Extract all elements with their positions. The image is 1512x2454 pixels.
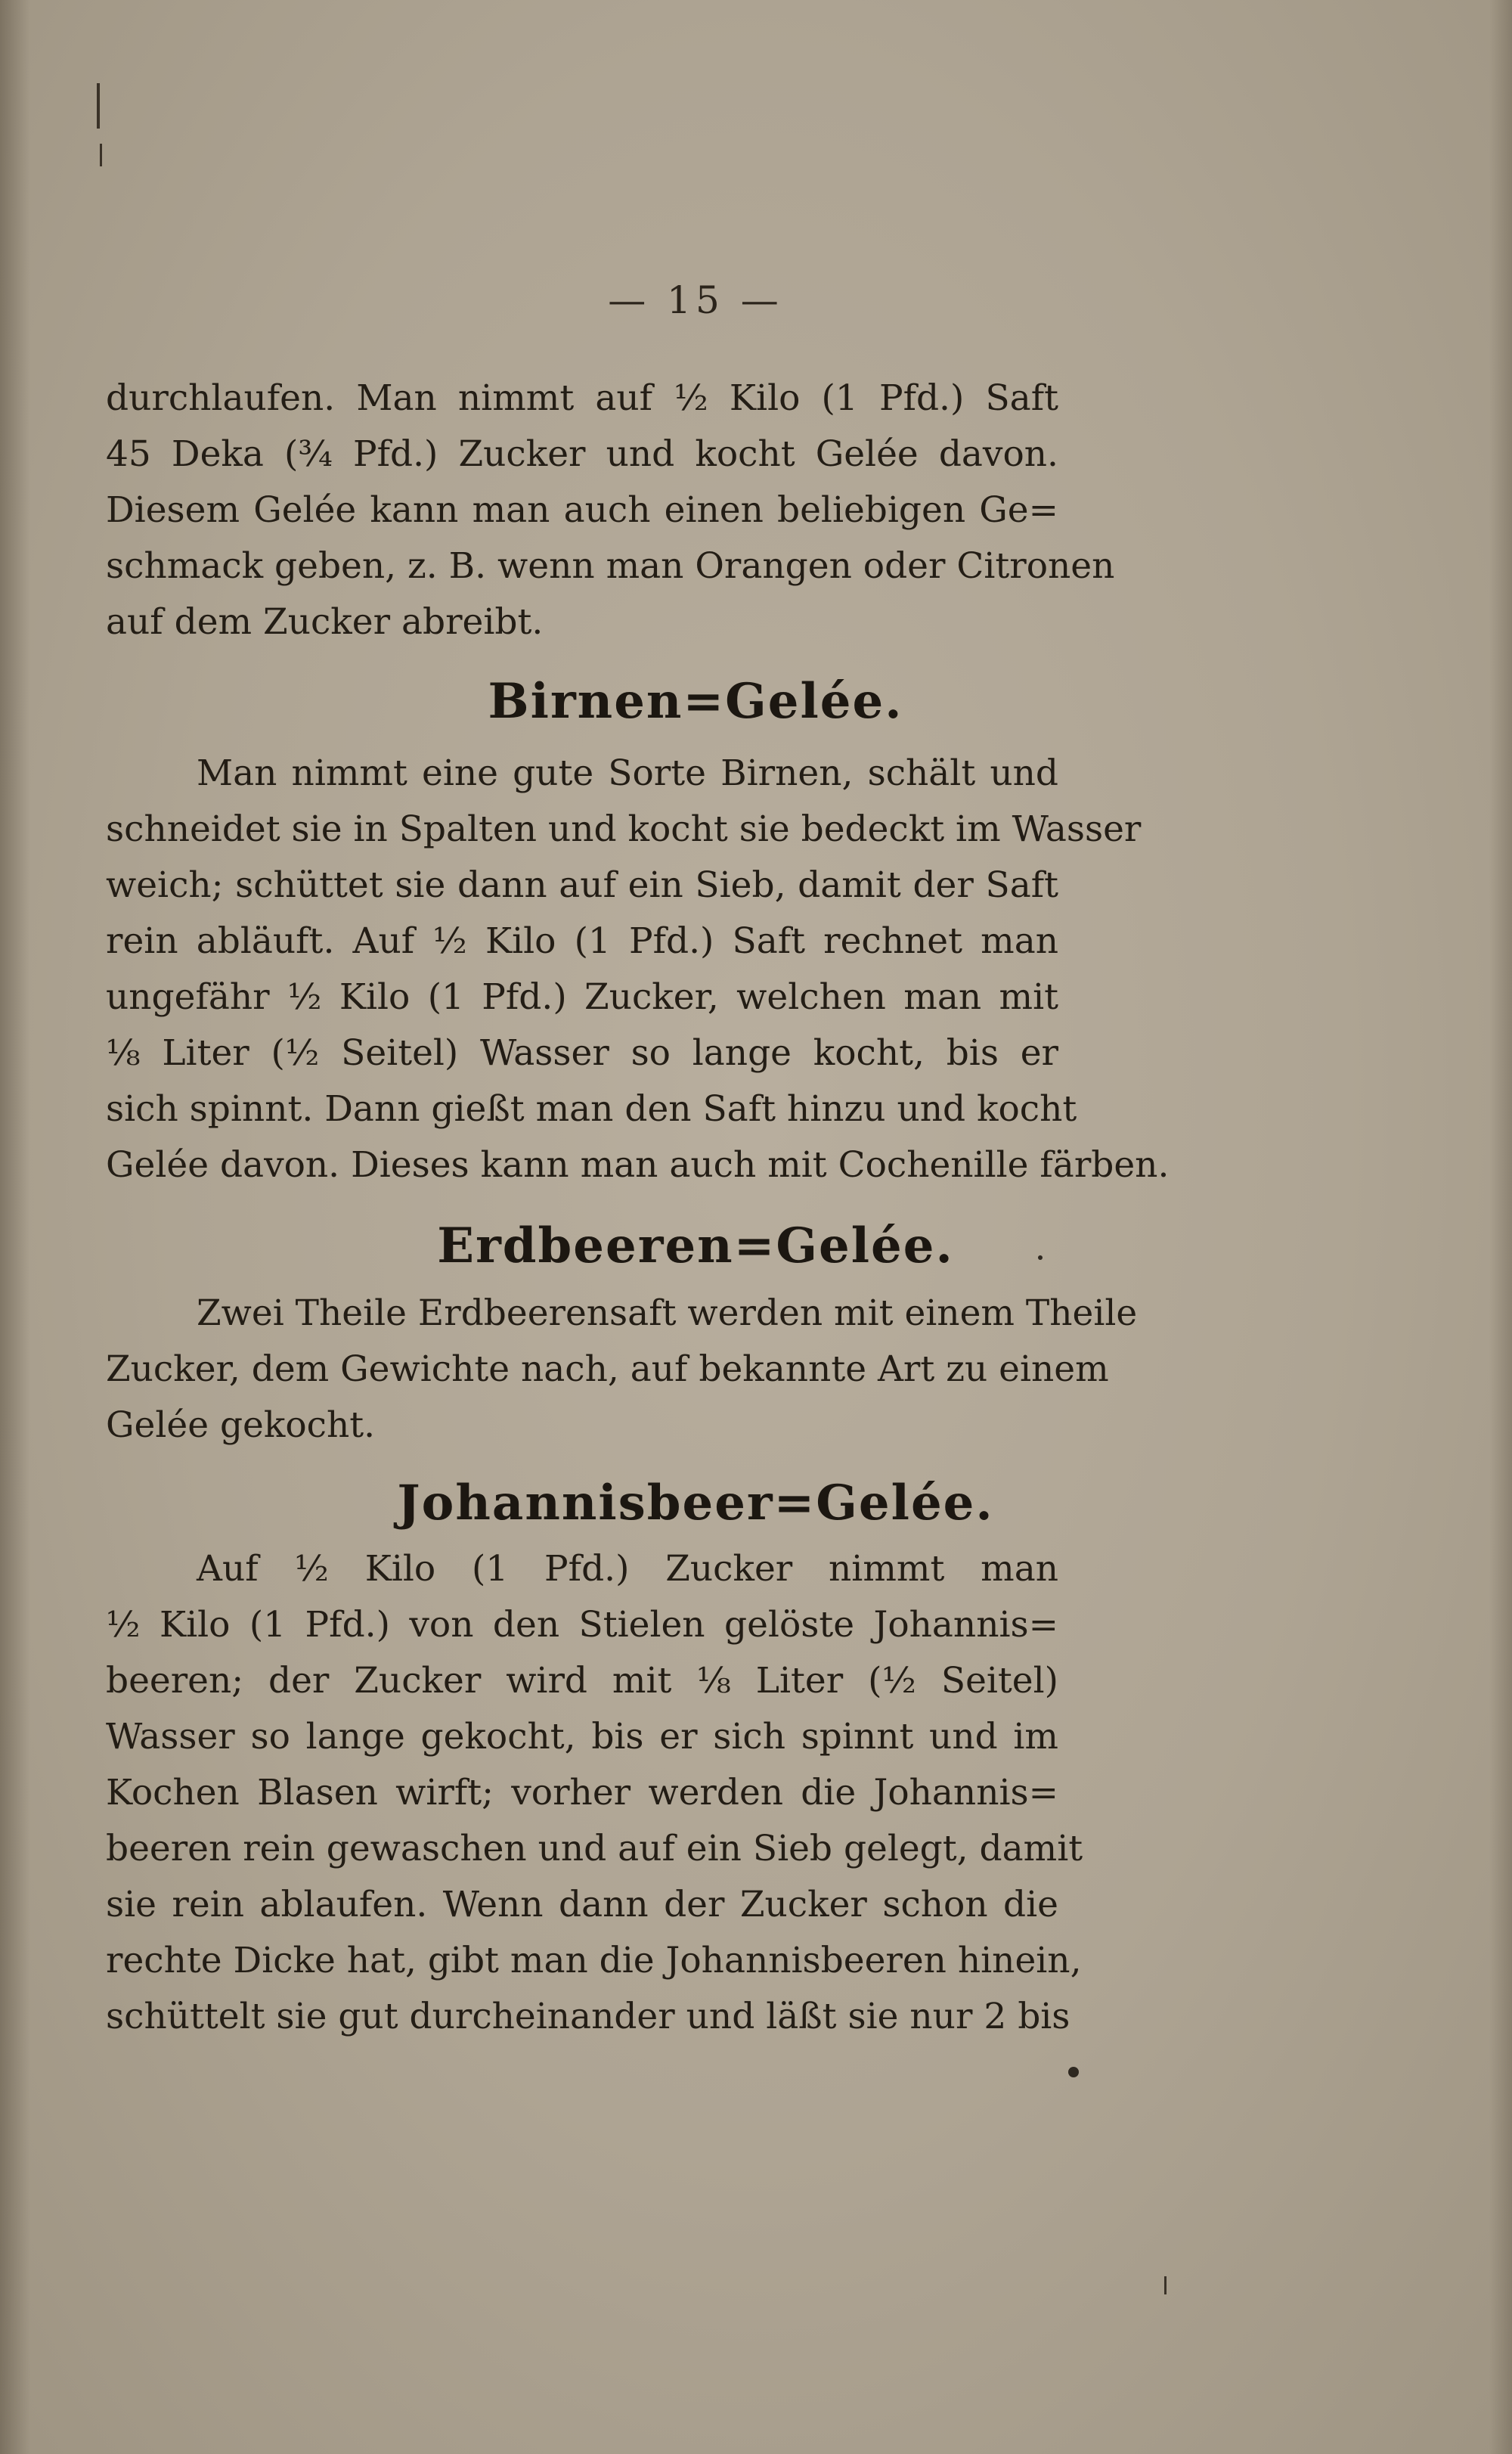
text-line: schneidet sie in Spalten und kocht sie bedeckt im Wasser xyxy=(106,808,1142,850)
text-line: Auf ½ Kilo (1 Pfd.) Zucker nimmt man xyxy=(197,1548,1058,1590)
text-line: ½ Kilo (1 Pfd.) von den Stielen gelöste Johannis= xyxy=(106,1604,1058,1646)
text-line: Gelée gekocht. xyxy=(106,1404,376,1446)
erdbeeren-gelee-paragraph xyxy=(106,1286,1138,1453)
margin-speck xyxy=(100,144,102,166)
text-line: 45 Deka (¾ Pfd.) Zucker und kocht Gelée davon. xyxy=(106,433,1058,475)
text-line: Wasser so lange gekocht, bis er sich spinnt und im xyxy=(106,1716,1058,1758)
section-title-birnen-gelee: Birnen=Gelée. xyxy=(488,673,903,730)
text-line: rein abläuft. Auf ½ Kilo (1 Pfd.) Saft rechnet man xyxy=(106,920,1058,962)
margin-speck xyxy=(1164,2276,1167,2294)
text-line: Zucker, dem Gewichte nach, auf bekannte Art zu einem xyxy=(106,1348,1109,1390)
text-line: sie rein ablaufen. Wenn dann der Zucker schon die xyxy=(106,1884,1058,1925)
text-line: Gelée davon. Dieses kann man auch mit Cochenille färben. xyxy=(106,1144,1170,1186)
text-line: schmack geben, z. B. wenn man Orangen oder Citronen xyxy=(106,545,1115,587)
text-line: beeren rein gewaschen und auf ein Sieb gelegt, damit xyxy=(106,1828,1083,1869)
text-line: rechte Dicke hat, gibt man die Johannisbeeren hinein, xyxy=(106,1940,1082,1981)
text-line: sich spinnt. Dann gießt man den Saft hinzu und kocht xyxy=(106,1088,1077,1130)
text-line: Zwei Theile Erdbeerensaft werden mit einem Theile xyxy=(197,1292,1138,1334)
right-edge-shadow xyxy=(1489,0,1512,2454)
text-line: ⅛ Liter (½ Seitel) Wasser so lange kocht, bis er xyxy=(106,1032,1058,1074)
page-number: — 15 — xyxy=(608,278,783,322)
text-line: weich; schüttet sie dann auf ein Sieb, damit der Saft xyxy=(106,864,1058,906)
text-line: auf dem Zucker abreibt. xyxy=(106,601,544,643)
birnen-gelee-paragraph xyxy=(106,746,1170,1193)
text-line: schüttelt sie gut durcheinander und läßt sie nur 2 bis xyxy=(106,1996,1070,2037)
intro-paragraph xyxy=(106,371,1115,650)
text-line: durchlaufen. Man nimmt auf ½ Kilo (1 Pfd.) Saft xyxy=(106,377,1058,419)
margin-speck xyxy=(97,83,100,129)
text-line: Man nimmt eine gute Sorte Birnen, schält und xyxy=(197,752,1058,794)
text-line: ungefähr ½ Kilo (1 Pfd.) Zucker, welchen man mit xyxy=(106,976,1058,1018)
text-line: beeren; der Zucker wird mit ⅛ Liter (½ Seitel) xyxy=(106,1660,1058,1702)
text-line: Diesem Gelée kann man auch einen beliebigen Ge= xyxy=(106,489,1058,531)
section-title-johannisbeer-gelee: Johannisbeer=Gelée. xyxy=(397,1475,994,1531)
section-title-erdbeeren-gelee: Erdbeeren=Gelée. xyxy=(437,1218,954,1274)
ink-dot xyxy=(1068,2067,1079,2077)
johannisbeer-gelee-paragraph xyxy=(106,1541,1083,2045)
text-line: Kochen Blasen wirft; vorher werden die Johannis= xyxy=(106,1772,1058,1813)
